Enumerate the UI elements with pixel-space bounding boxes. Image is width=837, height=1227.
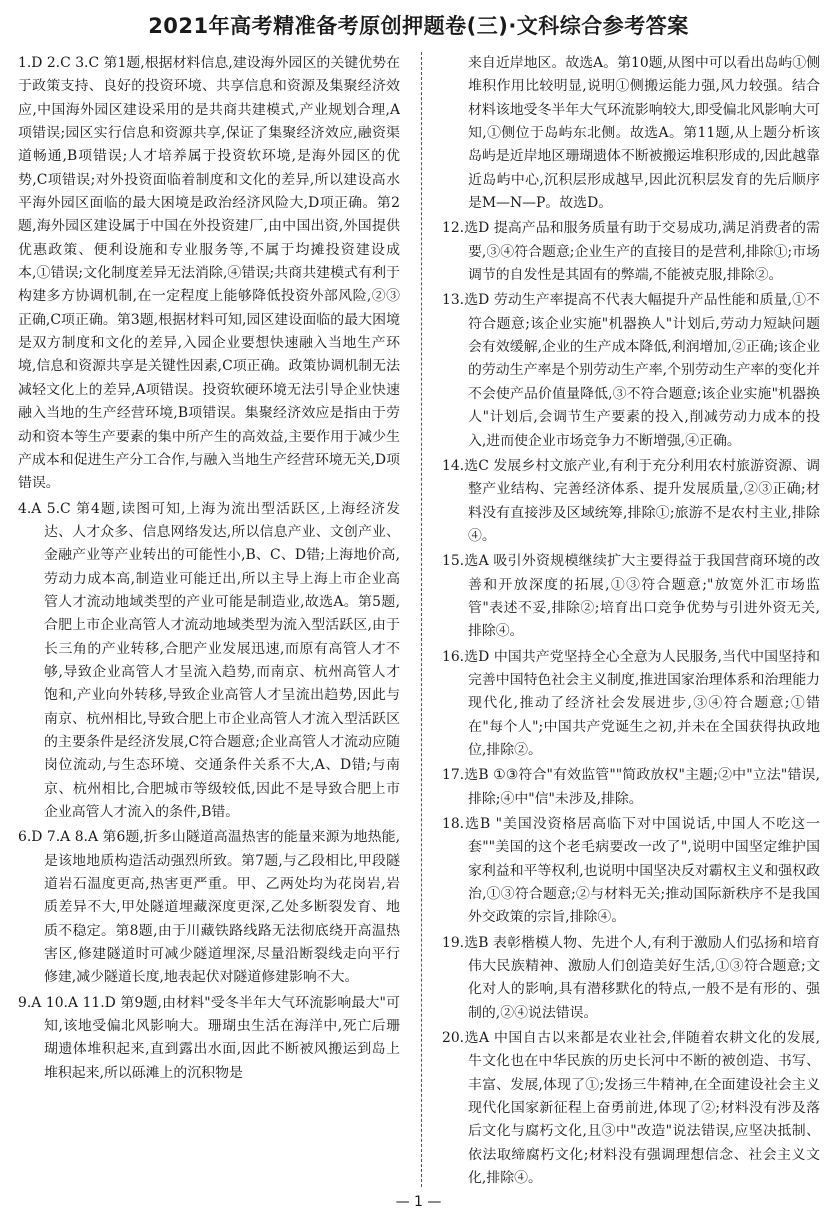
answer-entry-6-8: 6.D 7.A 8.A 第6题,折多山隧道高温热害的能量来源为地热能,是该地地质构造活动强烈所致。第7题,与乙段相比,甲段隧道岩石温度更高,热害更严重。甲、乙两处均为花岗岩,岩质差异不大,甲处隧道埋藏深度更深,乙处多断裂发育、地质不稳定。第8题,由于川藏铁路线路无法彻底绕开高温热害区,修建隧道时可减少隧道埋深,尽量沿断裂线走向平行修建,减少隧道长度,地表起伏对隧道修建影响不大。 xyxy=(18,829,400,986)
answer-entry-18: 18.选B "美国没资格居高临下对中国说话,中国人不吃这一套""美国的这个老毛病要改一改了",说明中国坚定维护国家利益和平等权利,也说明中国坚决反对霸权主义和强权政治,①③符合题意;②与材料无关;推动国际新秩序不是我国外交政策的宗旨,排除④。 xyxy=(442,816,820,926)
answer-entry-4-5: 4.A 5.C 第4题,读图可知,上海为流出型活跃区,上海经济发达、人才众多、信息网络发达,所以信息产业、文创产业、金融产业等产业转出的可能性小,B、C、D错;上海地价高,劳动力成本高,制造业可能迁出,所以主导上海上市企业高管人才流动地域类型的产业可能是制造业,故选A。第5题,合肥上市企业高管人才流动地域类型为流入型活跃区,由于长三角的产业转移,合肥产业发展迅速,而原有高管人才不够,导致企业高管人才呈流入趋势,而南京、杭州高管人才饱和,产业向外转移,导致企业高管人才呈流出趋势,因此与南京、杭州相比,导致合肥上市企业高管人才流入型活跃区的主要条件是经济发展,C符合题意;企业高管人才流动应随岗位流动,与生态环境、交通条件关系不大,A、D错;与南京、杭州相比,合肥城市等级较低,因此不是导致合肥上市企业高管人才流入的条件,B错。 xyxy=(18,500,400,820)
answer-entry-9-11-continued: 来自近岸地区。故选A。第10题,从图中可以看出岛屿①侧堆积作用比较明显,说明①侧搬运能力强,风力较强。结合材料该地受冬半年大气环流影响较大,即受偏北风影响大可知,①侧位于岛屿东北侧。故选A。第11题,从上题分析该岛屿是近岸地区珊瑚遗体不断被搬运堆积形成的,因此越靠近岛屿中心,沉积层形成越早,因此沉积层发育的先后顺序是M—N—P。故选D。 xyxy=(468,55,820,212)
column-divider xyxy=(421,52,422,1187)
answer-entry-13: 13.选D 劳动生产率提高不代表大幅提升产品性能和质量,①不符合题意;该企业实施"机器换人"计划后,劳动力短缺问题会有效缓解,企业的生产成本降低,利润增加,②正确;该企业的劳动生产率是个别劳动生产率,个别劳动生产率的变化并不会使产品价值量降低,③不符合题意;该企业实施"机器换人"计划后,会调节生产要素的投入,削减劳动力成本的投入,进而使企业市场竞争力不断增强,④正确。 xyxy=(442,292,820,449)
answer-entry-14: 14.选C 发展乡村文旅产业,有利于充分利用农村旅游资源、调整产业结构、完善经济体系、提升发展质量,②③正确;材料没有直接涉及区域统筹,排除①;旅游不是农村主业,排除④。 xyxy=(442,457,820,544)
left-column xyxy=(18,52,400,1187)
answer-entry-19: 19.选B 表彰楷模人物、先进个人,有利于激励人们弘扬和培育伟大民族精神、激励人们创造美好生活,①③符合题意;文化对人的影响,具有潜移默化的特点,一般不是有形的、强制的,②④说法错误。 xyxy=(442,934,820,1021)
answer-entry-20: 20.选A 中国自古以来都是农业社会,伴随着农耕文化的发展,牛文化也在中华民族的历史长河中不断的被创造、书写、丰富、发展,体现了①;发扬三牛精神,在全面建设社会主义现代化国家新征程上奋勇前进,体现了②;材料没有涉及落后文化与腐朽文化,且③中"改造"说法错误,应坚决抵制、依法取缔腐朽文化;材料没有强调理想信念、社会主义文化,排除④。 xyxy=(442,1030,820,1187)
answer-entry-17: 17.选B ①③符合"有效监管""简政放权"主题;②中"立法"错误,排除;④中"信"未涉及,排除。 xyxy=(442,767,820,807)
answer-entry-9-11: 9.A 10.A 11.D 第9题,由材料"受冬半年大气环流影响最大"可知,该地受偏北风影响大。珊瑚虫生活在海洋中,死亡后珊瑚遗体堆积起来,直到露出水面,因此不断被风搬运到岛上堆积起来,所以砾滩上的沉积物是 xyxy=(18,994,400,1081)
answer-entry-16: 16.选D 中国共产党坚持全心全意为人民服务,当代中国坚持和完善中国特色社会主义制度,推进国家治理体系和治理能力现代化,推动了经济社会发展进步,③④符合题意;①错在"每个人";中国共产党诞生之初,并未在全国获得执政地位,排除②。 xyxy=(442,648,820,758)
right-column xyxy=(442,52,820,1187)
answer-entry-12: 12.选D 提高产品和服务质量有助于交易成功,满足消费者的需要,③④符合题意;企业生产的直接目的是营利,排除①;市场调节的自发性是其固有的弊端,不能被克服,排除②。 xyxy=(442,220,820,284)
page-number: — 1 — xyxy=(395,1194,442,1210)
answer-entry-15: 15.选A 吸引外资规模继续扩大主要得益于我国营商环境的改善和开放深度的拓展,①③符合题意;"放宽外汇市场监管"表述不妥,排除②;培育出口竞争优势与引进外资无关,排除④。 xyxy=(442,553,820,640)
answer-entry-1-3: 1.D 2.C 3.C 第1题,根据材料信息,建设海外园区的关键优势在于政策支持、良好的投资环境、共享信息和资源及集聚经济效应,中国海外园区建设采用的是共商共建模式,产业规划合理,A项错误;园区实行信息和资源共享,保证了集聚经济效应,融资渠道畅通,B项错误;人才培养属于投资软环境,是海外园区的优势,C项错误;对外投资面临着制度和文化的差异,所以建设高水平海外园区面临的最大困境是政治经济风险大,D项正确。第2题,海外园区建设属于中国在外投资建厂,由中国出资,外国提供优惠政策、便利设施和专业服务等,不属于均摊投资建设成本,①错误;文化制度差异无法消除,④错误;共商共建模式有利于构建多方协调机制,在一定程度上能够降低投资外部风险,②③正确,C项正确。第3题,根据材料可知,园区建设面临的最大困境是双方制度和文化的差异,入园企业要想快速融入当地生产环境,信息和资源共享是关键性因素,C项正确。政策协调机制无法减轻文化上的差异,A项错误。投资软硬环境无法引导企业快速融入当地的生产经营环境,B项错误。集聚经济效应是指由于劳动和资本等生产要素的集中所产生的高效益,主要作用于减少生产成本和促进生产分工合作,与融入当地生产经营环境无关,D项错误。 xyxy=(18,55,400,492)
document-title: 2021年高考精准备考原创押题卷(三)·文科综合参考答案 xyxy=(148,14,689,38)
